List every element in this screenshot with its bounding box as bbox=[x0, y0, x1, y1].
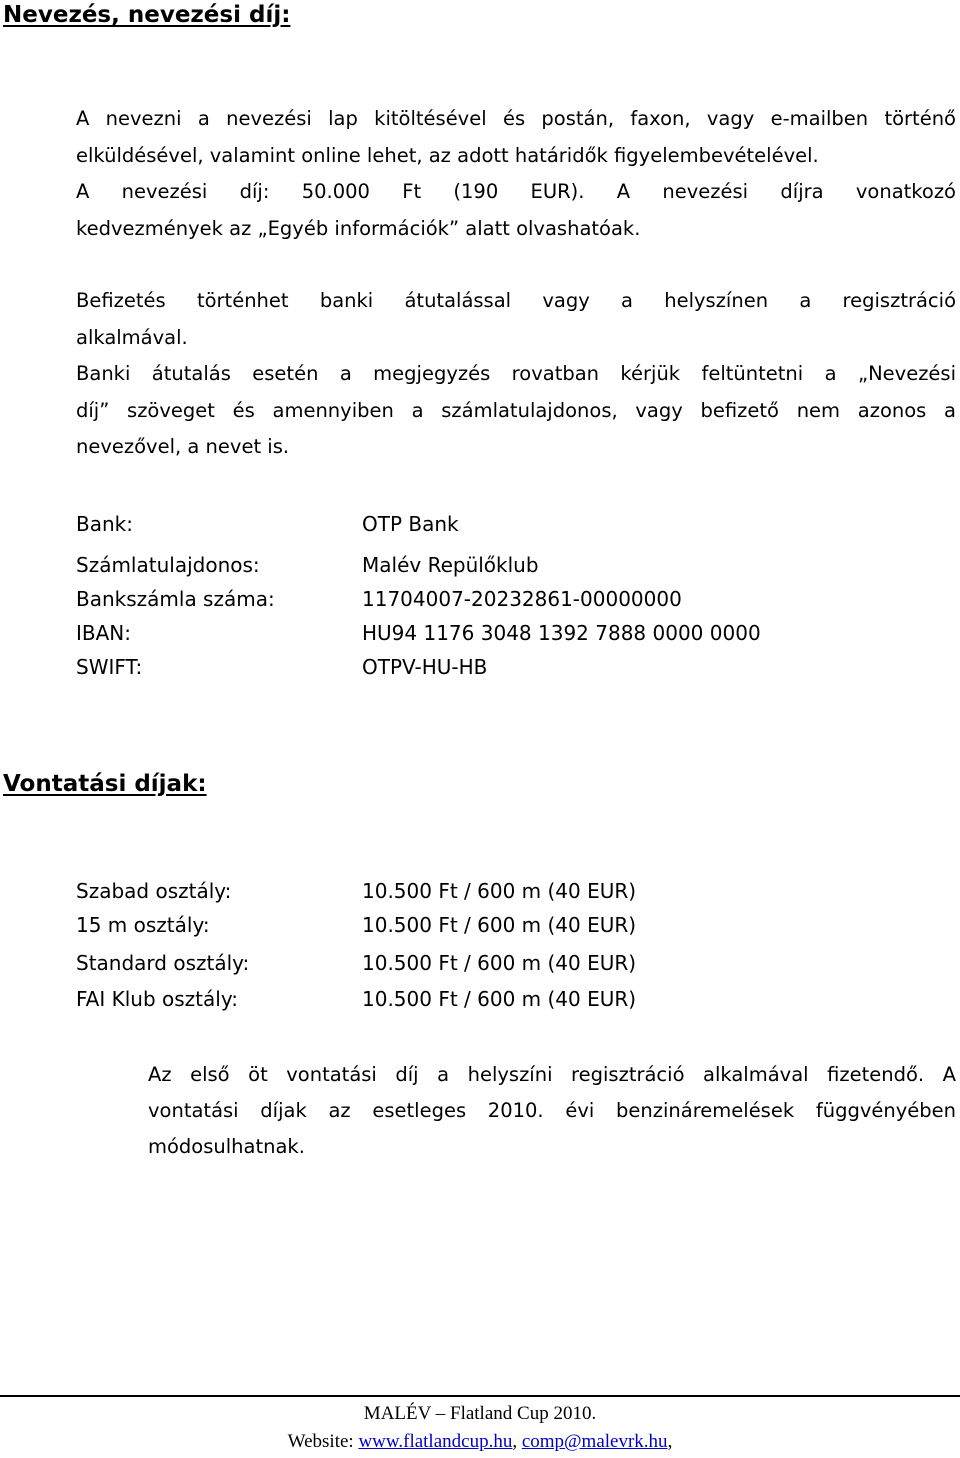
website-label: Website: bbox=[287, 1431, 354, 1452]
footer-separator: , bbox=[512, 1431, 518, 1452]
entry-fee-heading: Nevezés, nevezési díj: bbox=[3, 2, 291, 28]
payment-paragraph bbox=[76, 283, 956, 466]
paragraph-line: kedvezmények az „Egyéb információk” alatt olvashatóak. bbox=[76, 216, 641, 240]
bank-label: Bank: bbox=[76, 512, 133, 536]
account-holder-value: Malév Repülőklub bbox=[362, 553, 539, 577]
paragraph-line: A nevezni a nevezési lap kitöltésével és postán, faxon, vagy e-mailben történő bbox=[76, 107, 956, 130]
paragraph-line: díj” szöveget és amennyiben a számlatulajdonos, vagy befizető nem azonos a bbox=[76, 398, 956, 422]
footer-separator: , bbox=[667, 1431, 673, 1452]
entry-intro-paragraph bbox=[76, 101, 956, 247]
tow-fee-note bbox=[148, 1057, 956, 1165]
tow-fees-heading: Vontatási díjak: bbox=[3, 771, 207, 797]
footer-title: MALÉV – Flatland Cup 2010. bbox=[363, 1403, 597, 1424]
account-number-value: 11704007-20232861-00000000 bbox=[362, 587, 682, 611]
fee-class-label: Standard osztály: bbox=[76, 951, 250, 975]
fee-amount: 10.500 Ft / 600 m (40 EUR) bbox=[362, 913, 637, 937]
bank-value: OTP Bank bbox=[362, 512, 459, 536]
fee-amount: 10.500 Ft / 600 m (40 EUR) bbox=[362, 987, 637, 1011]
note-line: módosulhatnak. bbox=[148, 1135, 305, 1158]
fee-class-label: 15 m osztály: bbox=[76, 913, 210, 937]
footer-divider bbox=[0, 1395, 960, 1397]
fee-amount: 10.500 Ft / 600 m (40 EUR) bbox=[362, 879, 637, 903]
paragraph-line: nevezővel, a nevet is. bbox=[76, 435, 290, 458]
fee-class-label: Szabad osztály: bbox=[76, 879, 232, 903]
note-line: vontatási díjak az esetleges 2010. évi benzináremelések függvényében bbox=[148, 1099, 956, 1122]
iban-label: IBAN: bbox=[76, 621, 131, 645]
fee-class-label: FAI Klub osztály: bbox=[76, 987, 238, 1011]
paragraph-line: Banki átutalás esetén a megjegyzés rovatban kérjük feltüntetni a „Nevezési bbox=[76, 362, 956, 385]
email-link[interactable]: comp@malevrk.hu bbox=[521, 1431, 668, 1452]
paragraph-line: alkalmával. bbox=[76, 325, 188, 349]
paragraph-line: Befizetés történhet banki átutalással vagy a helyszínen a regisztráció bbox=[76, 289, 956, 312]
account-holder-label: Számlatulajdonos: bbox=[76, 553, 260, 577]
website-link[interactable]: www.flatlandcup.hu bbox=[358, 1431, 513, 1452]
fee-amount: 10.500 Ft / 600 m (40 EUR) bbox=[362, 951, 637, 975]
iban-value: HU94 1176 3048 1392 7888 0000 0000 bbox=[362, 621, 761, 645]
footer-links bbox=[0, 1431, 960, 1453]
note-line: Az első öt vontatási díj a helyszíni regisztráció alkalmával fizetendő. A bbox=[148, 1063, 956, 1086]
paragraph-line: A nevezési díj: 50.000 Ft (190 EUR). A nevezési díjra vonatkozó bbox=[76, 180, 956, 203]
swift-label: SWIFT: bbox=[76, 655, 143, 679]
swift-value: OTPV-HU-HB bbox=[362, 655, 488, 679]
account-number-label: Bankszámla száma: bbox=[76, 587, 275, 611]
paragraph-line: elküldésével, valamint online lehet, az adott határidők figyelembevételével. bbox=[76, 143, 819, 167]
